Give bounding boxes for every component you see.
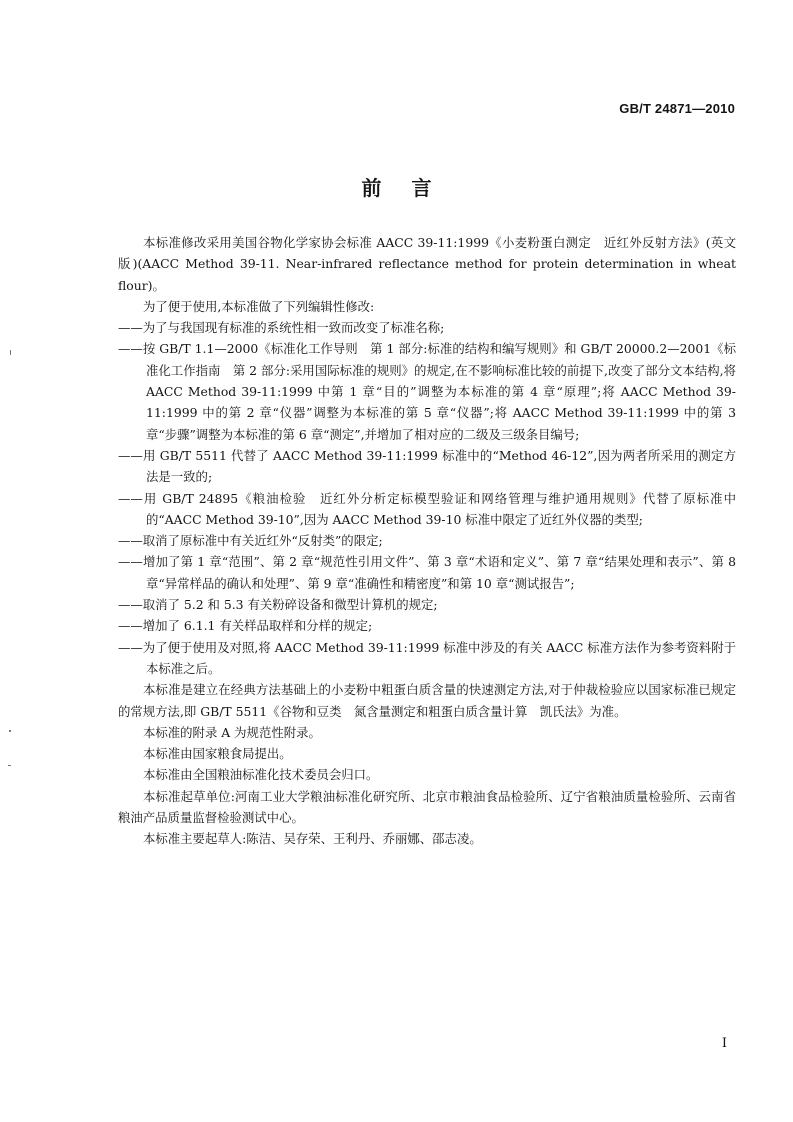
modification-item: ——增加了第 1 章“范围”、第 2 章“规范性引用文件”、第 3 章“术语和定义”、第 7 章“结果处理和表示”、第 8 章“异常样品的确认和处理”、第 9 章“准确性和精密度”和第 10 章“测试报告”; <box>118 554 736 591</box>
closing-paragraph: 本标准由国家粮食局提出。 <box>143 746 292 762</box>
page-number: I <box>721 1036 727 1051</box>
foreword-body <box>118 232 736 850</box>
intro-paragraph: 为了便于使用,本标准做了下列编辑性修改: <box>143 298 375 314</box>
page-title: 前言 <box>361 176 462 200</box>
modification-item: ——为了与我国现有标准的系统性相一致而改变了标准名称; <box>118 320 445 336</box>
intro-paragraph: 本标准修改采用美国谷物化学家协会标准 AACC 39-11:1999《小麦粉蛋白测定 近红外反射方法》(英文版)(AACC Method 39-11. Near-infrared reflectance method for protein determination in wheat flour)。 <box>118 235 736 293</box>
modification-item: ——按 GB/T 1.1—2000《标准化工作导则 第 1 部分:标准的结构和编写规则》和 GB/T 20000.2—2001《标准化工作指南 第 2 部分:采用国际标准的规则》的规定,在不影响标准比较的前提下,改变了部分文本结构,将 AACC Method 39-11:1999 中第 1 章“目的”调整为本标准的第 4 章“原理”;将 AACC Method 39-11:1999 中的第 2 章“仪器”调整为本标准的第 5 章“仪器”;将 AACC Method 39-11:1999 中的第 3 章“步骤”调整为本标准的第 6 章“测定”,并增加了相对应的二级及三级条目编号; <box>118 341 736 442</box>
closing-paragraph: 本标准主要起草人:陈洁、吴存荣、王利丹、乔丽娜、邵志凌。 <box>143 831 482 847</box>
modification-item: ——用 GB/T 5511 代替了 AACC Method 39-11:1999 标准中的“Method 46-12”,因为两者所采用的测定方法是一致的; <box>118 447 736 485</box>
scan-mark <box>8 765 11 766</box>
closing-paragraph: 本标准是建立在经典方法基础上的小麦粉中粗蛋白质含量的快速测定方法,对于仲裁检验应以国家标准已规定的常规方法,即 GB/T 5511《谷物和豆类 氮含量测定和粗蛋白质含量计算 凯氏法》为准。 <box>118 682 736 719</box>
closing-paragraph: 本标准由全国粮油标准化技术委员会归口。 <box>143 767 379 783</box>
closing-paragraph: 本标准起草单位:河南工业大学粮油标准化研究所、北京市粮油食品检验所、辽宁省粮油质量检验所、云南省粮油产品质量监督检验测试中心。 <box>118 788 736 826</box>
modification-item: ——取消了 5.2 和 5.3 有关粉碎设备和微型计算机的规定; <box>118 597 438 613</box>
scan-mark <box>10 350 11 355</box>
closing-paragraph: 本标准的附录 A 为规范性附录。 <box>143 724 321 740</box>
modification-item: ——取消了原标准中有关近红外“反射类”的限定; <box>118 533 383 549</box>
standard-code: GB/T 24871—2010 <box>619 101 735 116</box>
modification-item: ——增加了 6.1.1 有关样品取样和分样的规定; <box>118 618 373 634</box>
modification-item: ——为了便于使用及对照,将 AACC Method 39-11:1999 标准中涉及的有关 AACC 标准方法作为参考资料附于本标准之后。 <box>118 639 736 676</box>
modification-item: ——用 GB/T 24895《粮油检验 近红外分析定标模型验证和网络管理与维护通用规则》代替了原标准中的“AACC Method 39-10”,因为 AACC Method 39-10 标准中限定了近红外仪器的类型; <box>118 490 736 527</box>
scan-mark <box>9 730 11 732</box>
